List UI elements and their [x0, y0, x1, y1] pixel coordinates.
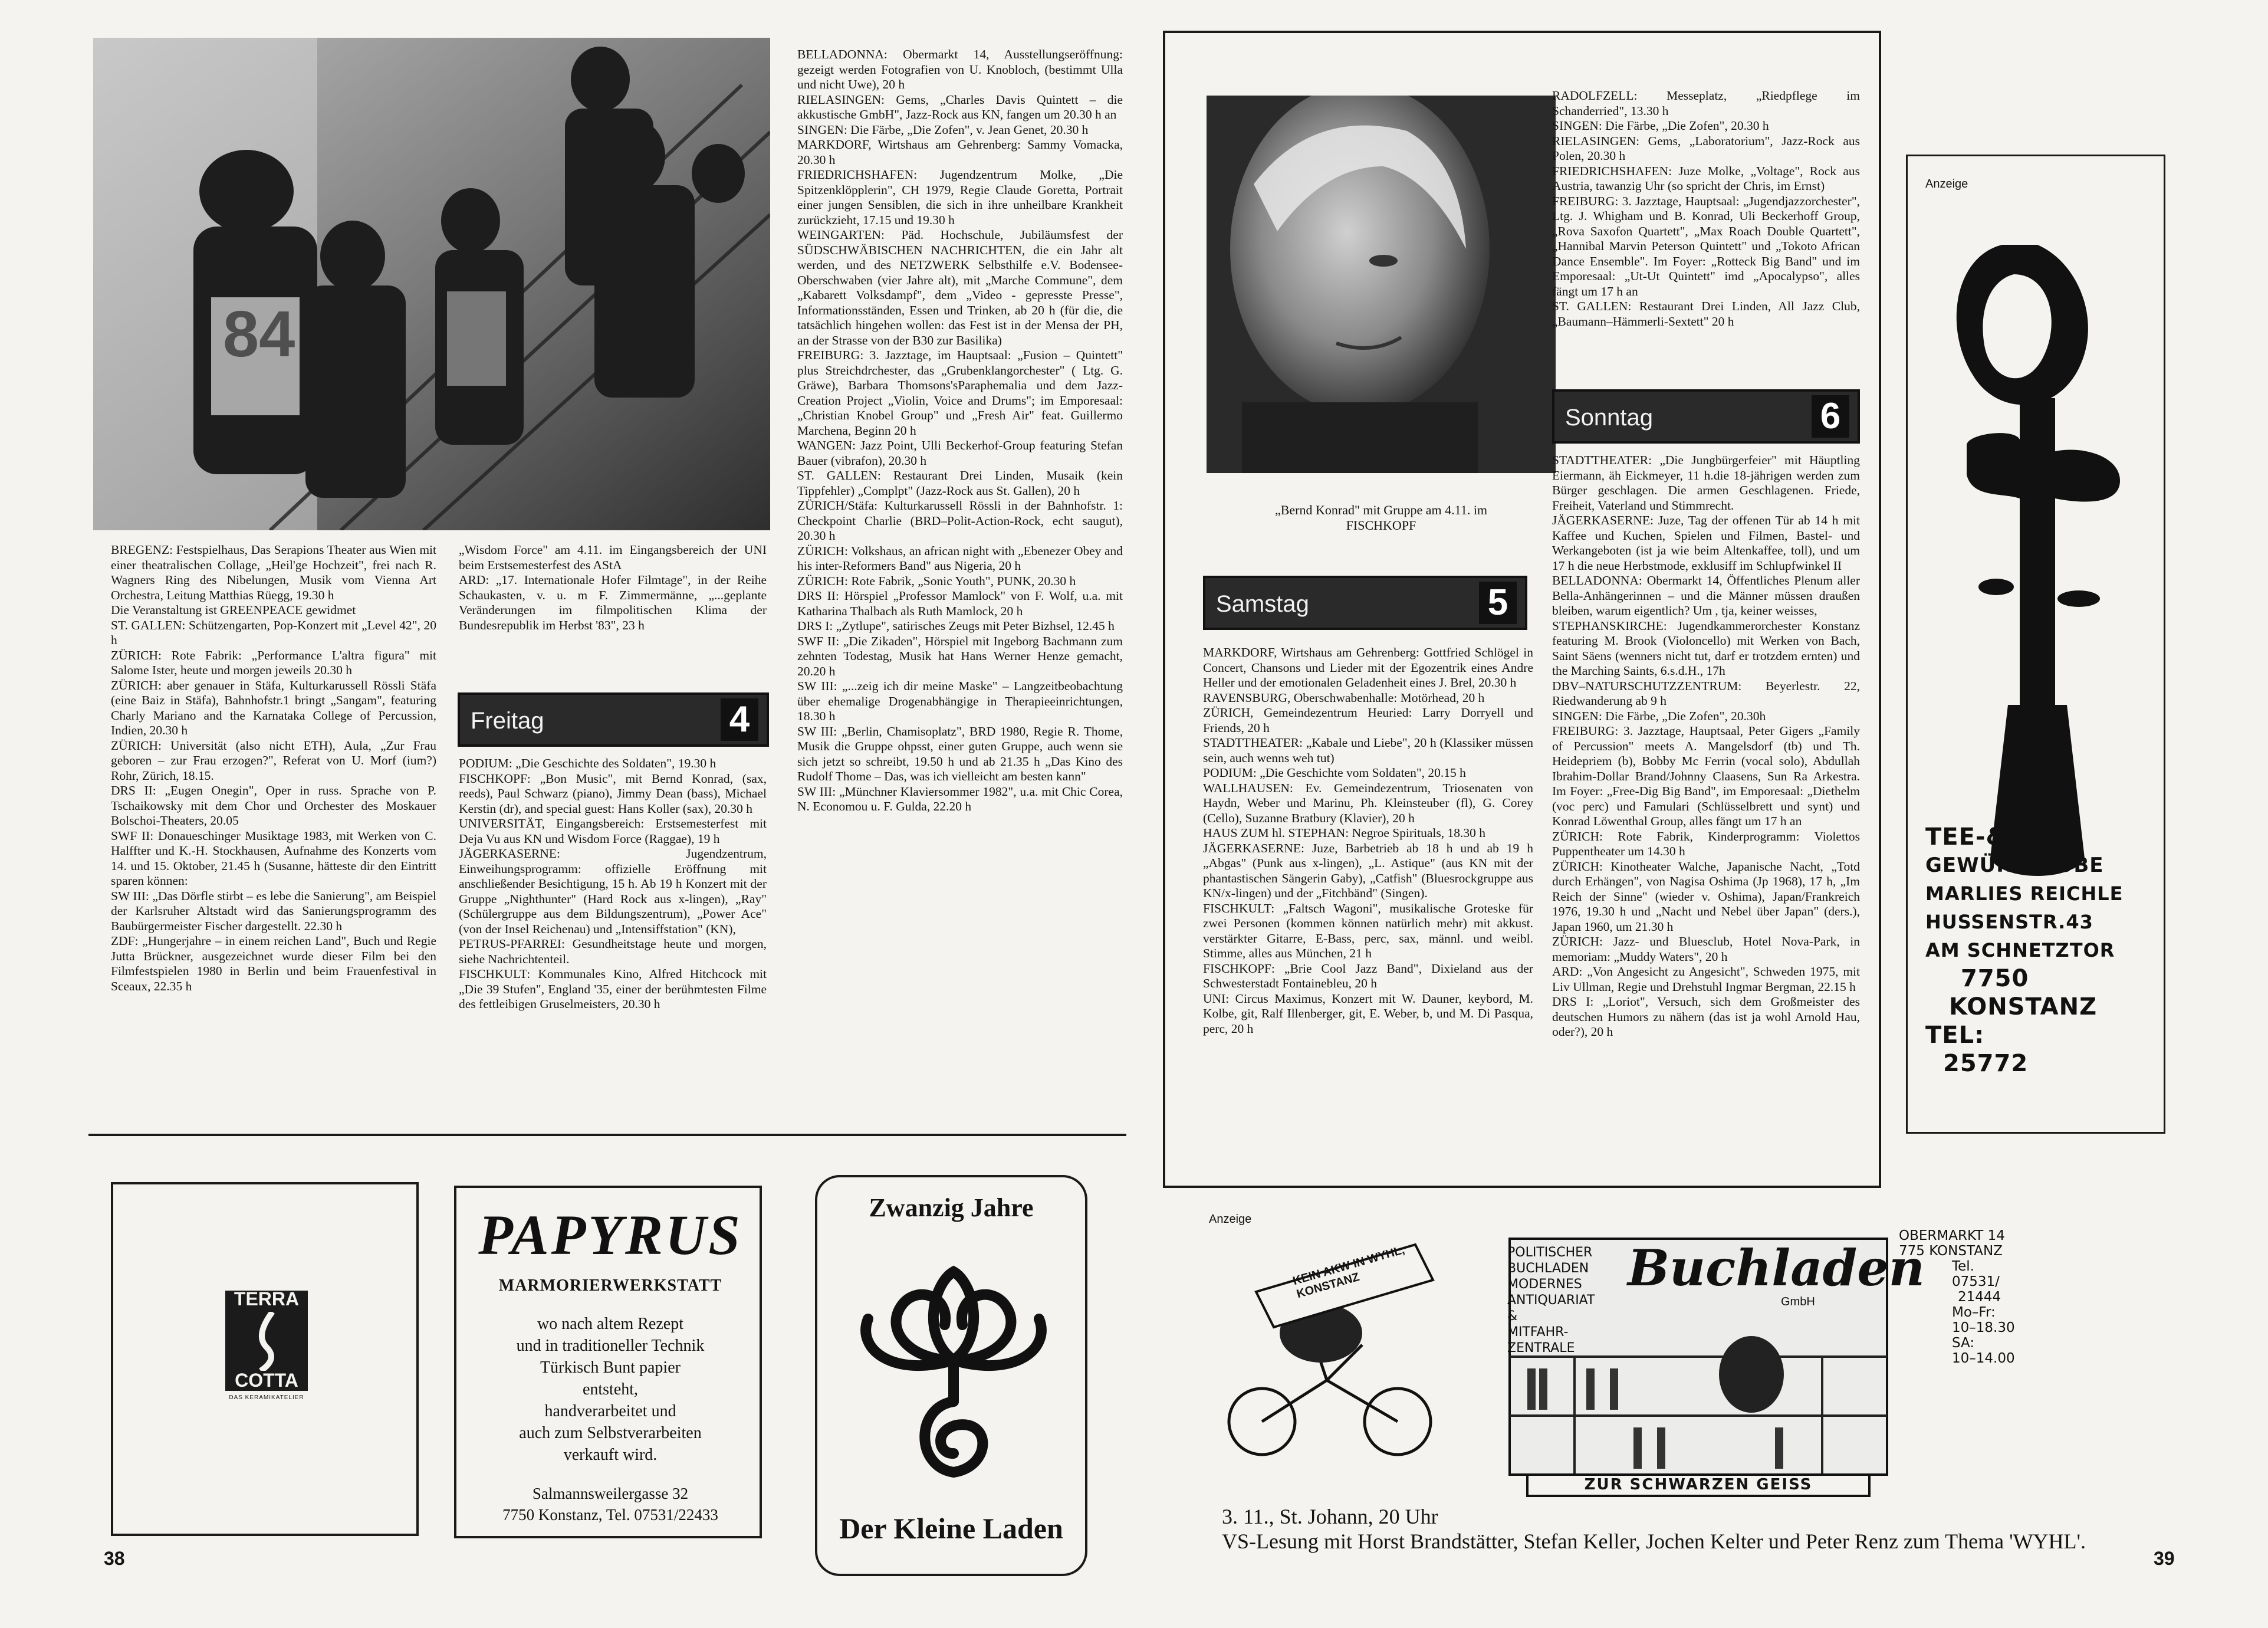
buch-line: OBERMARKT 14 [1899, 1228, 2005, 1243]
day-header-freitag [458, 692, 769, 747]
buch-line: BUCHLADEN [1507, 1261, 1589, 1276]
buch-line: MITFAHR- [1507, 1325, 1569, 1340]
kleine-laden-ad [815, 1175, 1087, 1576]
right-frame-left [1163, 31, 1165, 1187]
tee-text-block [1925, 823, 2161, 1078]
left-column-1: BREGENZ: Festspielhaus, Das Serapions Theater aus Wien mit einer theatralischen Collage, „Heil'ge Hochzeit", frei nach R. Wagners Ring des Nibelungen, Musik vom Vienna Art Orchestra, Leitung Matthias Rüegg, 19.30 h Die Veranstaltung ist GREENPEACE gewidmet ST. GALLEN: Schützengarten, Pop-Konzert mit „Level 42", 20 h ZÜRICH: Rote Fabrik: „Performance L'altra figura" mit Salome Ister, heute und morgen jeweils 20.30 h ZÜRICH: aber genauer in Stäfa, Kulturkarussell Rössli Stäfa (eine Baiz in Stäfa), Bahnhofstr.1 bringt „Sangam", featuring Charly Mariano and the Karnataka College of Percussion, Indien, 20.30 h ZÜRICH: Universität (also nicht ETH), Aula, „Zur Frau geboren – zur Frau erzogen?", Referat von U. Morf (ium?) Rohr, Zürich, 18.15. DRS II: „Eugen Onegin", Oper in russ. Sprache von P. Tschaikowsky mit dem Chor und Orchester des Moskauer Bolschoi-Theaters, 20.05 SWF II: Donaueschinger Musiktage 1983, mit Werken von C. Halffter und K.-H. Stockhausen, Aufnahme des Konzerts vom 14. und 15. Oktober, 21.45 h (Susanne, hätteste dir den Eintritt sparen können: SW III: „Das Dörfle stirbt – es lebe die Sanierung", am Beispiel der Karlsruher Altstadt wird das Sanierungsprogramm des Baubürgermeister Fischer dargestellt. 22.30 h ZDF: „Hungerjahre – in einem reichen Land", Buch und Regie Jutta Brückner, ausgezeichnet wurde dieser Film bei den Filmfestspielen 1980 in Berlin und beim Frauenfestival in Sceaux, 22.35 h [111, 543, 436, 993]
right-column-b: STADTTHEATER: „Die Jungbürgerfeier" mit Häuptling Eiermann, äh Eickmeyer, 11 h.die 18-jährigen werden zum Bürger geschlagen. Die armen Geschlagenen. Friede, Freiheit, Vaterland und Stimmrecht. JÄGERKASERNE: Juze, Tag der offenen Tür ab 14 h mit Kaffee und Kuchen, Spielen und Filmen, Bastel- und Werkangeboten (ist ja wie beim Altenkaffee, toll), und um 17 h die neue Herbstmode, exklusiff im Schlupfwinkel II BELLADONNA: Obermarkt 14, Öffentliches Plenum aller Bella-Anhängerinnen – und die Männer müssen draußen bleiben, warum eigentlich? Um , tja, keiner weisses, STEPHANSKIRCHE: Jugendkammerorchester Konstanz featuring M. Brook (Violoncello) mit Werken von Bach, Saint Säens (wenners nicht tut, darf er trotzdem ernten) und the Marching Saints, 6.s.d.H., 17h DBV–NATURSCHUTZZENTRUM: Beyerlestr. 22, Riedwanderung ab 9 h SINGEN: Die Färbe, „Die Zofen", 20.30h FREIBURG: 3. Jazztage, Hauptsaal, Peter Gigers „Family of Percussion" meets A. Mangelsdorf (tb) und Th. Heidepriem (b), Bobby Mc Ferrin (vocal solo), Abdullah Ibrahim-Dollar Brand/Johnny Claasens, Sun Ra Arkestra. Im Foyer: „Free-Dig Big Band", im Emporesaal: „Diethelm (voc perc) und Famulari (Schlüsselbrett und synt) und Konrad Löwenthal Group, alles fängt um 17 h an ZÜRICH: Rote Fabrik, Kinderprogramm: Violettos Puppentheater um 14.30 h ZÜRICH: Kinotheater Walche, Japanische Nacht, „Totd durch Erhängen", von Nagisa Oshima (Jp 1968), 17 h, „Im Reich der Sinne" (wieder v. Oshima), Japan/Frankreich 1976, 19.30 h und „Nacht und Nebel über Japan" (ders.), Japan 1960, um 21.30 h ZÜRICH: Jazz- und Bluesclub, Hotel Nova-Park, in memoriam: „Muddy Waters", 20 h ARD: „Von Angesicht zu Angesicht", Schweden 1975, mit Liv Ullman, Regie und Drehstuhl Ingmar Bergman, 22.15 h DRS I: „Loriot", Versuch, sich dem Großmeister des deutschen Humors zu nähern (das ist ja wohl Arnold Hau, oder?), 20 h [1552, 453, 1860, 1039]
papyrus-body: wo nach altem Rezept und in traditioneller Technik Türkisch Bunt papier entsteht, handverarbeitet und auch zum Selbstverarbeiten verkauft wird. [516, 1315, 705, 1464]
papyrus-ad [454, 1186, 762, 1538]
tee-line: KONSTANZ [1949, 993, 2098, 1020]
tea-logo-icon [1931, 221, 2144, 894]
terra-cotta-ad [111, 1182, 419, 1536]
ad-label: Anzeige [1925, 178, 1968, 191]
buch-line: SA: [1952, 1335, 1975, 1351]
tee-gewuerzstube-ad [1906, 155, 2165, 1134]
sign-text: KEIN AKW IN WYHL, KONSTANZ [1291, 1243, 1406, 1301]
buchladen-banner: ZUR SCHWARZEN GEISS [1584, 1476, 1813, 1494]
terra-cotta-subtitle: DAS KERAMIKATELIER [229, 1394, 304, 1401]
cotta-label: COTTA [235, 1370, 298, 1391]
buch-line: 21444 [1958, 1289, 2001, 1305]
buch-line: 775 KONSTANZ [1899, 1243, 2003, 1259]
left-column-2-freitag: PODIUM: „Die Geschichte des Soldaten", 19.30 h FISCHKOPF: „Bon Music", mit Bernd Konrad, (sax, reeds), Paul Schwarz (piano), Jimmy Dean (bass), Michael Kerstin (dr), and special guest: Hans Koller (sax), 20.30 h UNIVERSITÄT, Eingangsbereich: Erstsemesterfest mit Deja Vu aus KN und Wisdom Force (Raggae), 19 h JÄGERKASERNE: Jugendzentrum, Einweihungsprogramm: offizielle Eröffnung mit anschließender Besichtigung, 15 h. Ab 19 h Konzert mit der Gruppe „Nighthunter" (Hard Rock aus x-lingen), „Ray" (Schülergruppe aus dem Bildungszentrum), „Power Ace" (von der Insel Reichenau) und „Intensiffstation" (KN), PETRUS-PFARREI: Gesundheitstage heute und morgen, siehe Nachrichtenteil. FISCHKULT: Kommunales Kino, Alfred Hitchcock mit „Die 39 Stufen", England '35, einer der berühmtesten Filme des fettleibigen Gruselmeisters, 20.30 h [459, 756, 767, 1011]
flower-logo-icon [844, 1230, 1063, 1514]
left-separator [88, 1134, 1126, 1136]
right-column-a: MARKDORF, Wirtshaus am Gehrenberg: Gottfried Schlögel in Concert, Chansons und Lieder mit der Egozentrik eines Andre Heller und der emotionalen Geladenheit eines J. Brel, 20.30 h RAVENSBURG, Oberschwabenhalle: Motörhead, 20 h ZÜRICH, Gemeindezentrum Heuried: Larry Dorryell und Friends, 20 h STADTTHEATER: „Kabale und Liebe", 20 h (Klassiker müssen sein, auch wenns weh tut) PODIUM: „Die Geschichte vom Soldaten", 20.15 h WALLHAUSEN: Ev. Gemeindezentrum, Triosenaten von Haydn, Weber und Marinu, Ph. Kleinsteuber (fl), G. Corey (Cello), Suzanne Bratbury (Klavier), 20 h HAUS ZUM hl. STEPHAN: Negroe Spirituals, 18.30 h JÄGERKASERNE: Juze, Barbetrieb ab 18 h und ab 19 h „Abgas" (Punk aus x-lingen), „L. Astique" (aus KN mit der phantastischen Sängerin Gaby), „Catfish" (Bluesrockgruppe aus KN/x-lingen) und der „Fitchbänd" (Singen). FISCHKULT: „Faltsch Wagoni", musikalische Groteske für zwei Personen (kommen können natürlich mehr) mit akkust. verstärkter Gitarre, E-Bass, perc, sax, männl. und weibl. Stimme, alles aus München, 21 h FISCHKOPF: „Brie Cool Jazz Band", Dixieland aus der Schwesterstadt Fontainebleu, 20 h UNI: Circus Maximus, Konzert mit W. Dauner, keybord, M. Kolbe, git, Ralf Illenberger, git, E. Weber, b, und M. Di Pasqua, perc, 20 h [1203, 645, 1533, 1036]
right-frame-top [1163, 31, 1881, 33]
buch-line: 10–18.30 [1952, 1320, 2015, 1335]
ad-label-buchladen: Anzeige [1209, 1213, 1252, 1226]
photo-caption: „Bernd Konrad" mit Gruppe am 4.11. im FISCHKOPF [1274, 503, 1488, 533]
buch-line: 07531/ [1952, 1274, 2000, 1289]
day-name: Sonntag [1565, 405, 1654, 431]
tee-line: AM SCHNETZTOR [1925, 939, 2115, 961]
terra-label: TERRA [234, 1288, 300, 1309]
bernd-konrad-photo-image [1207, 96, 1556, 473]
day-name: Freitag [471, 708, 544, 734]
tee-line: MARLIES REICHLE [1925, 882, 2124, 905]
terra-cotta-emblem-icon [231, 1312, 302, 1371]
tee-line: TEL: [1925, 1022, 1985, 1049]
day-header-sonntag [1552, 389, 1860, 444]
reading-description: VS-Lesung mit Horst Brandstätter, Stefan Keller, Jochen Kelter und Peter Renz zum Thema 'WYHL'. [1222, 1529, 2086, 1553]
left-column-2-top: „Wisdom Force" am 4.11. im Eingangsbereich der UNI beim Erstsemesterfest des AStA ARD: „17. Internationale Hofer Filmtage", in der Reihe Schaukasten, v. u. m F. Zimmermänne, „...geplante Veränderungen im filmpolitischen Klima der Bundesrepublik im Herbst '83", 23 h [459, 543, 767, 632]
svg-text:84: 84 [223, 298, 295, 370]
papyrus-subtitle: MARMORIERWERKSTATT [498, 1276, 722, 1295]
band-photo [93, 38, 770, 530]
left-column-3: BELLADONNA: Obermarkt 14, Ausstellungseröffnung: gezeigt werden Fotografien von U. Knobloch, (bestimmt Ulla und nicht Uwe), 20 h RIELASINGEN: Gems, „Charles Davis Quintett – die akkustische GmbH", Jazz-Rock aus KN, fangen um 20.30 h an SINGEN: Die Färbe, „Die Zofen", v. Jean Genet, 20.30 h MARKDORF, Wirtshaus am Gehrenberg: Sammy Vomacka, 20.30 h FRIEDRICHSHAFEN: Jugendzentrum Molke, „Die Spitzenklöpplerin", CH 1979, Regie Claude Goretta, Portrait einer jungen Sensiblen, die sich in ihre unheilbare Krankheit zurückzieht, 17.15 und 19.30 h WEINGARTEN: Päd. Hochschule, Jubiläumsfest der SÜDSCHWÄBISCHEN NACHRICHTEN, die ein Jahr alt werden, und des NETZWERK Selbsthilfe e.V. Bodensee-Oberschwaben (vier Jahre alt), mit „Marche Commune", dem „Kabarett Volksdampf", dem „Video - gepresste Presse", Informationsständen, Essen und Trinken, ab 20 h (für die, die tatsächlich hingehen wollen: das Fest ist in der Mensa der PH, an der Strasse von der B30 zur Basilika) FREIBURG: 3. Jazztage, im Hauptsaal: „Fusion – Quintett" plus Streichdrchester, das „Grubenklangorchester" ( Ltg. G. Gräwe), Barbara Thomsons'sParaphemalia und dem Jazz-Creation Project „Violin, Voice and Drums"; im Emporesaal: „Christian Knobel Group" und „Fresh Air" feat. Guillermo Marchena, Beginn 20 h WANGEN: Jazz Point, Ulli Beckerhof-Group featuring Stefan Bauer (vibrafon), 20.30 h ST. GALLEN: Restaurant Drei Linden, Musaik (kein Tippfehler) „Complpt" (Jazz-Rock aus St. Gallen), 20 h ZÜRICH/Stäfa: Kulturkarussell Rössli in der Bahnhofstr. 1: Checkpoint Charlie (BRD–Polit-Action-Rock, echt saugut), 20.30 h ZÜRICH: Volkshaus, an african night with „Ebenezer Obey and his inter-Reformers Band" aus Nigeria, 20 h ZÜRICH: Rote Fabrik, „Sonic Youth", PUNK, 20.30 h DRS II: Hörspiel „Professor Mamlock" von F. Wolf, u.a. mit Katharina Thalbach als Ruth Mamlock, 20 h DRS I: „Zytlupe", satirisches Zeugs mit Peter Bizhsel, 12.45 h SWF II: „Die Zikaden", Hörspiel mit Ingeborg Bachmann zum zehnten Todestag, Musik hat Hans Werner Henze gemacht, 20.20 h SW III: „...zeig ich dir meine Maske" – Langzeitbeobachtung über ehemalige Drogenabhängige in Therapieeinrichtungen, 18.30 h SW III: „Berlin, Chamisoplatz", BRD 1980, Regie R. Thome, Musik die Gruppe ohpsst, einer guten Gruppe, auch wenn sie sich jetzt so schreibt, 19.50 h und ab 21.35 h „Das Kino des Rudolf Thome – Das, was ich vielleicht am besten kann" SW III: „Münchner Klaviersommer 1982", u.a. mit Chic Corea, N. Economou u. F. Gulda, 22.20 h [797, 47, 1123, 813]
buchladen-title: Buchladen [1628, 1239, 1925, 1297]
right-frame-right [1879, 31, 1881, 1187]
buch-line: & [1507, 1309, 1518, 1324]
buch-line: ZENTRALE [1507, 1341, 1575, 1355]
day-name: Samstag [1216, 591, 1309, 617]
buch-line: ANTIQUARIAT [1507, 1293, 1595, 1308]
band-photo-image [93, 38, 770, 530]
terra-cotta-logo [225, 1288, 308, 1391]
laden-top-text: Zwanzig Jahre [869, 1193, 1034, 1222]
day-number: 4 [721, 698, 758, 741]
tee-line: HUSSENSTR.43 [1925, 911, 2093, 933]
tee-line: 7750 [1961, 965, 2029, 992]
tee-line: TEE-& [1925, 823, 2007, 851]
buch-line: MODERNES [1507, 1277, 1582, 1292]
buch-line: 10–14.00 [1952, 1351, 2015, 1366]
buchladen-ad [1221, 1227, 2058, 1498]
tee-line: GEWÜRZSTUBE [1925, 854, 2104, 877]
tee-line: 25772 [1943, 1050, 2029, 1077]
reading-date: 3. 11., St. Johann, 20 Uhr [1222, 1505, 1438, 1528]
buchladen-left-text [1507, 1245, 1625, 1356]
day-number: 6 [1812, 395, 1849, 438]
page-number-right: 39 [2154, 1548, 2175, 1569]
buch-line: Tel. [1952, 1259, 1974, 1274]
right-frame-bottom [1163, 1186, 1881, 1188]
page-number-left: 38 [104, 1548, 125, 1569]
laden-bottom-text: Der Kleine Laden [839, 1512, 1063, 1545]
buchladen-gmbh: GmbH [1781, 1295, 1815, 1308]
bernd-konrad-photo [1207, 96, 1556, 473]
right-column-b-top: RADOLFZELL: Messeplatz, „Riedpflege im Schanderried", 13.30 h SINGEN: Die Färbe, „Die Zofen", 20.30 h RIELASINGEN: Gems, „Laboratorium", Jazz-Rock aus Polen, 20.30 h FRIEDRICHSHAFEN: Juze Molke, „Voltage", Rock aus Austria, tawanzig Uhr (so spricht der Chris, im Ernst) FREIBURG: 3. Jazztage, Hauptsaal: „Jugendjazzorchester", Ltg. J. Whigham und B. Konrad, Uli Beckerhoff Group, „Rova Saxofon Quartett", „Max Roach Double Quartett", „Hannibal Marvin Peterson Quintett" und „Tokoto African Dance Ensemble". Im Foyer: „Rotteck Big Band" und im Emporesaal: „Ut-Ut Quintett" imd „Apocalypso", alles fängt um 17 h an ST. GALLEN: Restaurant Drei Linden, All Jazz Club, „Baumann–Hämmerli-Sextett" 20 h [1552, 88, 1860, 329]
papyrus-title: PAPYRUS [478, 1203, 742, 1266]
papyrus-address: Salmannsweilergasse 32 7750 Konstanz, Tel. 07531/22433 [502, 1485, 718, 1524]
day-number: 5 [1479, 582, 1517, 624]
day-header-samstag [1203, 576, 1527, 630]
buchladen-right-text [1899, 1228, 2058, 1366]
buch-line: Mo–Fr: [1952, 1305, 1996, 1320]
buch-line: POLITISCHER [1507, 1245, 1593, 1260]
